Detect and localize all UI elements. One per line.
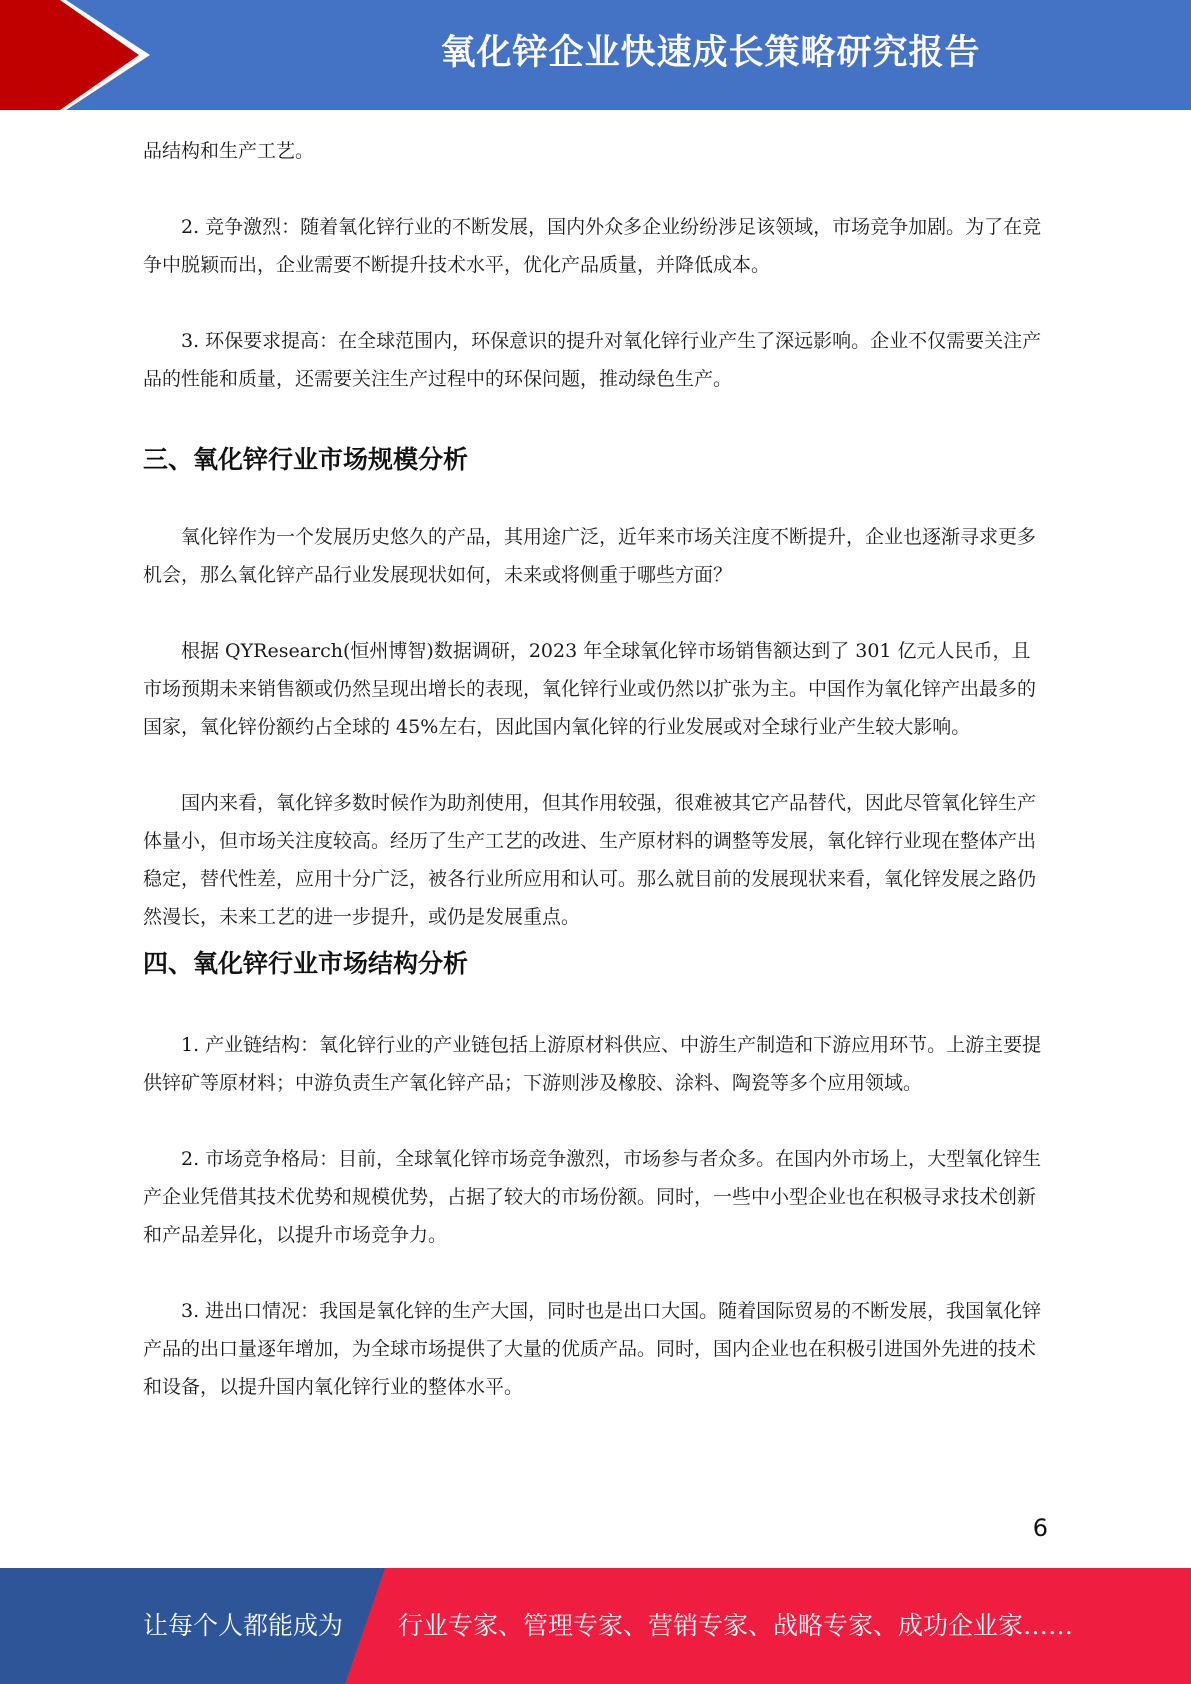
body-paragraph: 3. 进出口情况：我国是氧化锌的生产大国，同时也是出口大国。随着国际贸易的不断发展，我国氧化锌产品的出口量逐年增加，为全球市场提供了大量的优质产品。同时，国内企业也在积极引进国外先进的技术和设备，以提升国内氧化锌行业的整体水平。 xyxy=(143,1300,1042,1398)
body-paragraph: 1. 产业链结构：氧化锌行业的产业链包括上游原材料供应、中游生产制造和下游应用环节。上游主要提供锌矿等原材料；中游负责生产氧化锌产品；下游则涉及橡胶、涂料、陶瓷等多个应用领域。 xyxy=(143,1034,1042,1094)
spacer xyxy=(143,594,1048,632)
spacer xyxy=(143,170,1048,208)
footer-slogan-right: 行业专家、管理专家、营销专家、战略专家、成功企业家…… xyxy=(398,1611,1074,1640)
body-paragraph: 2. 竞争激烈：随着氧化锌行业的不断发展，国内外众多企业纷纷涉足该领域，市场竞争加剧。为了在竞争中脱颖而出，企业需要不断提升技术水平，优化产品质量，并降低成本。 xyxy=(143,216,1042,276)
spacer xyxy=(143,1254,1048,1292)
footer-slogan-left: 让每个人都能成为 xyxy=(143,1611,344,1640)
page-header xyxy=(0,0,1191,110)
body-paragraph: 国内来看，氧化锌多数时候作为助剂使用，但其作用较强，很难被其它产品替代，因此尽管氧化锌生产体量小，但市场关注度较高。经历了生产工艺的改进、生产原材料的调整等发展，氧化锌行业现在整体产出稳定，替代性差，应用十分广泛，被各行业所应用和认可。那么就目前的发展现状来看，氧化锌发展之路仍然漫长，未来工艺的进一步提升，或仍是发展重点。 xyxy=(143,792,1037,928)
spacer xyxy=(143,284,1048,322)
body-paragraph: 根据 QYResearch(恒州博智)数据调研，2023 年全球氧化锌市场销售额达到了 301 亿元人民币，且市场预期未来销售额或仍然呈现出增长的表现，氧化锌行业或仍然以扩张为主。中国作为氧化锌产出最多的国家，氧化锌份额约占全球的 45%左右，因此国内氧化锌的行业发展或对全球行业产生较大影响。 xyxy=(143,640,1037,738)
spacer xyxy=(143,746,1048,784)
page-footer xyxy=(0,1568,1191,1684)
spacer xyxy=(143,398,1048,440)
report-title: 氧化锌企业快速成长策略研究报告 xyxy=(440,33,981,73)
section-heading: 四、氧化锌行业市场结构分析 xyxy=(143,949,469,978)
body-paragraph: 2. 市场竞争格局：目前，全球氧化锌市场竞争激烈，市场参与者众多。在国内外市场上，大型氧化锌生产企业凭借其技术优势和规模优势，占据了较大的市场份额。同时，一些中小型企业也在积极寻求技术创新和产品差异化，以提升市场竞争力。 xyxy=(143,1148,1042,1246)
body-paragraph: 品结构和生产工艺。 xyxy=(143,140,315,162)
spacer xyxy=(143,480,1048,518)
page-number: 6 xyxy=(1032,1514,1048,1542)
spacer xyxy=(143,1102,1048,1140)
document-body xyxy=(143,132,1048,1406)
spacer xyxy=(143,984,1048,1026)
section-heading: 三、氧化锌行业市场规模分析 xyxy=(143,445,469,474)
spacer xyxy=(143,936,1048,944)
body-paragraph: 3. 环保要求提高：在全球范围内，环保意识的提升对氧化锌行业产生了深远影响。企业不仅需要关注产品的性能和质量，还需要关注生产过程中的环保问题，推动绿色生产。 xyxy=(143,330,1042,390)
body-paragraph: 氧化锌作为一个发展历史悠久的产品，其用途广泛，近年来市场关注度不断提升，企业也逐渐寻求更多机会，那么氧化锌产品行业发展现状如何，未来或将侧重于哪些方面？ xyxy=(143,526,1037,586)
